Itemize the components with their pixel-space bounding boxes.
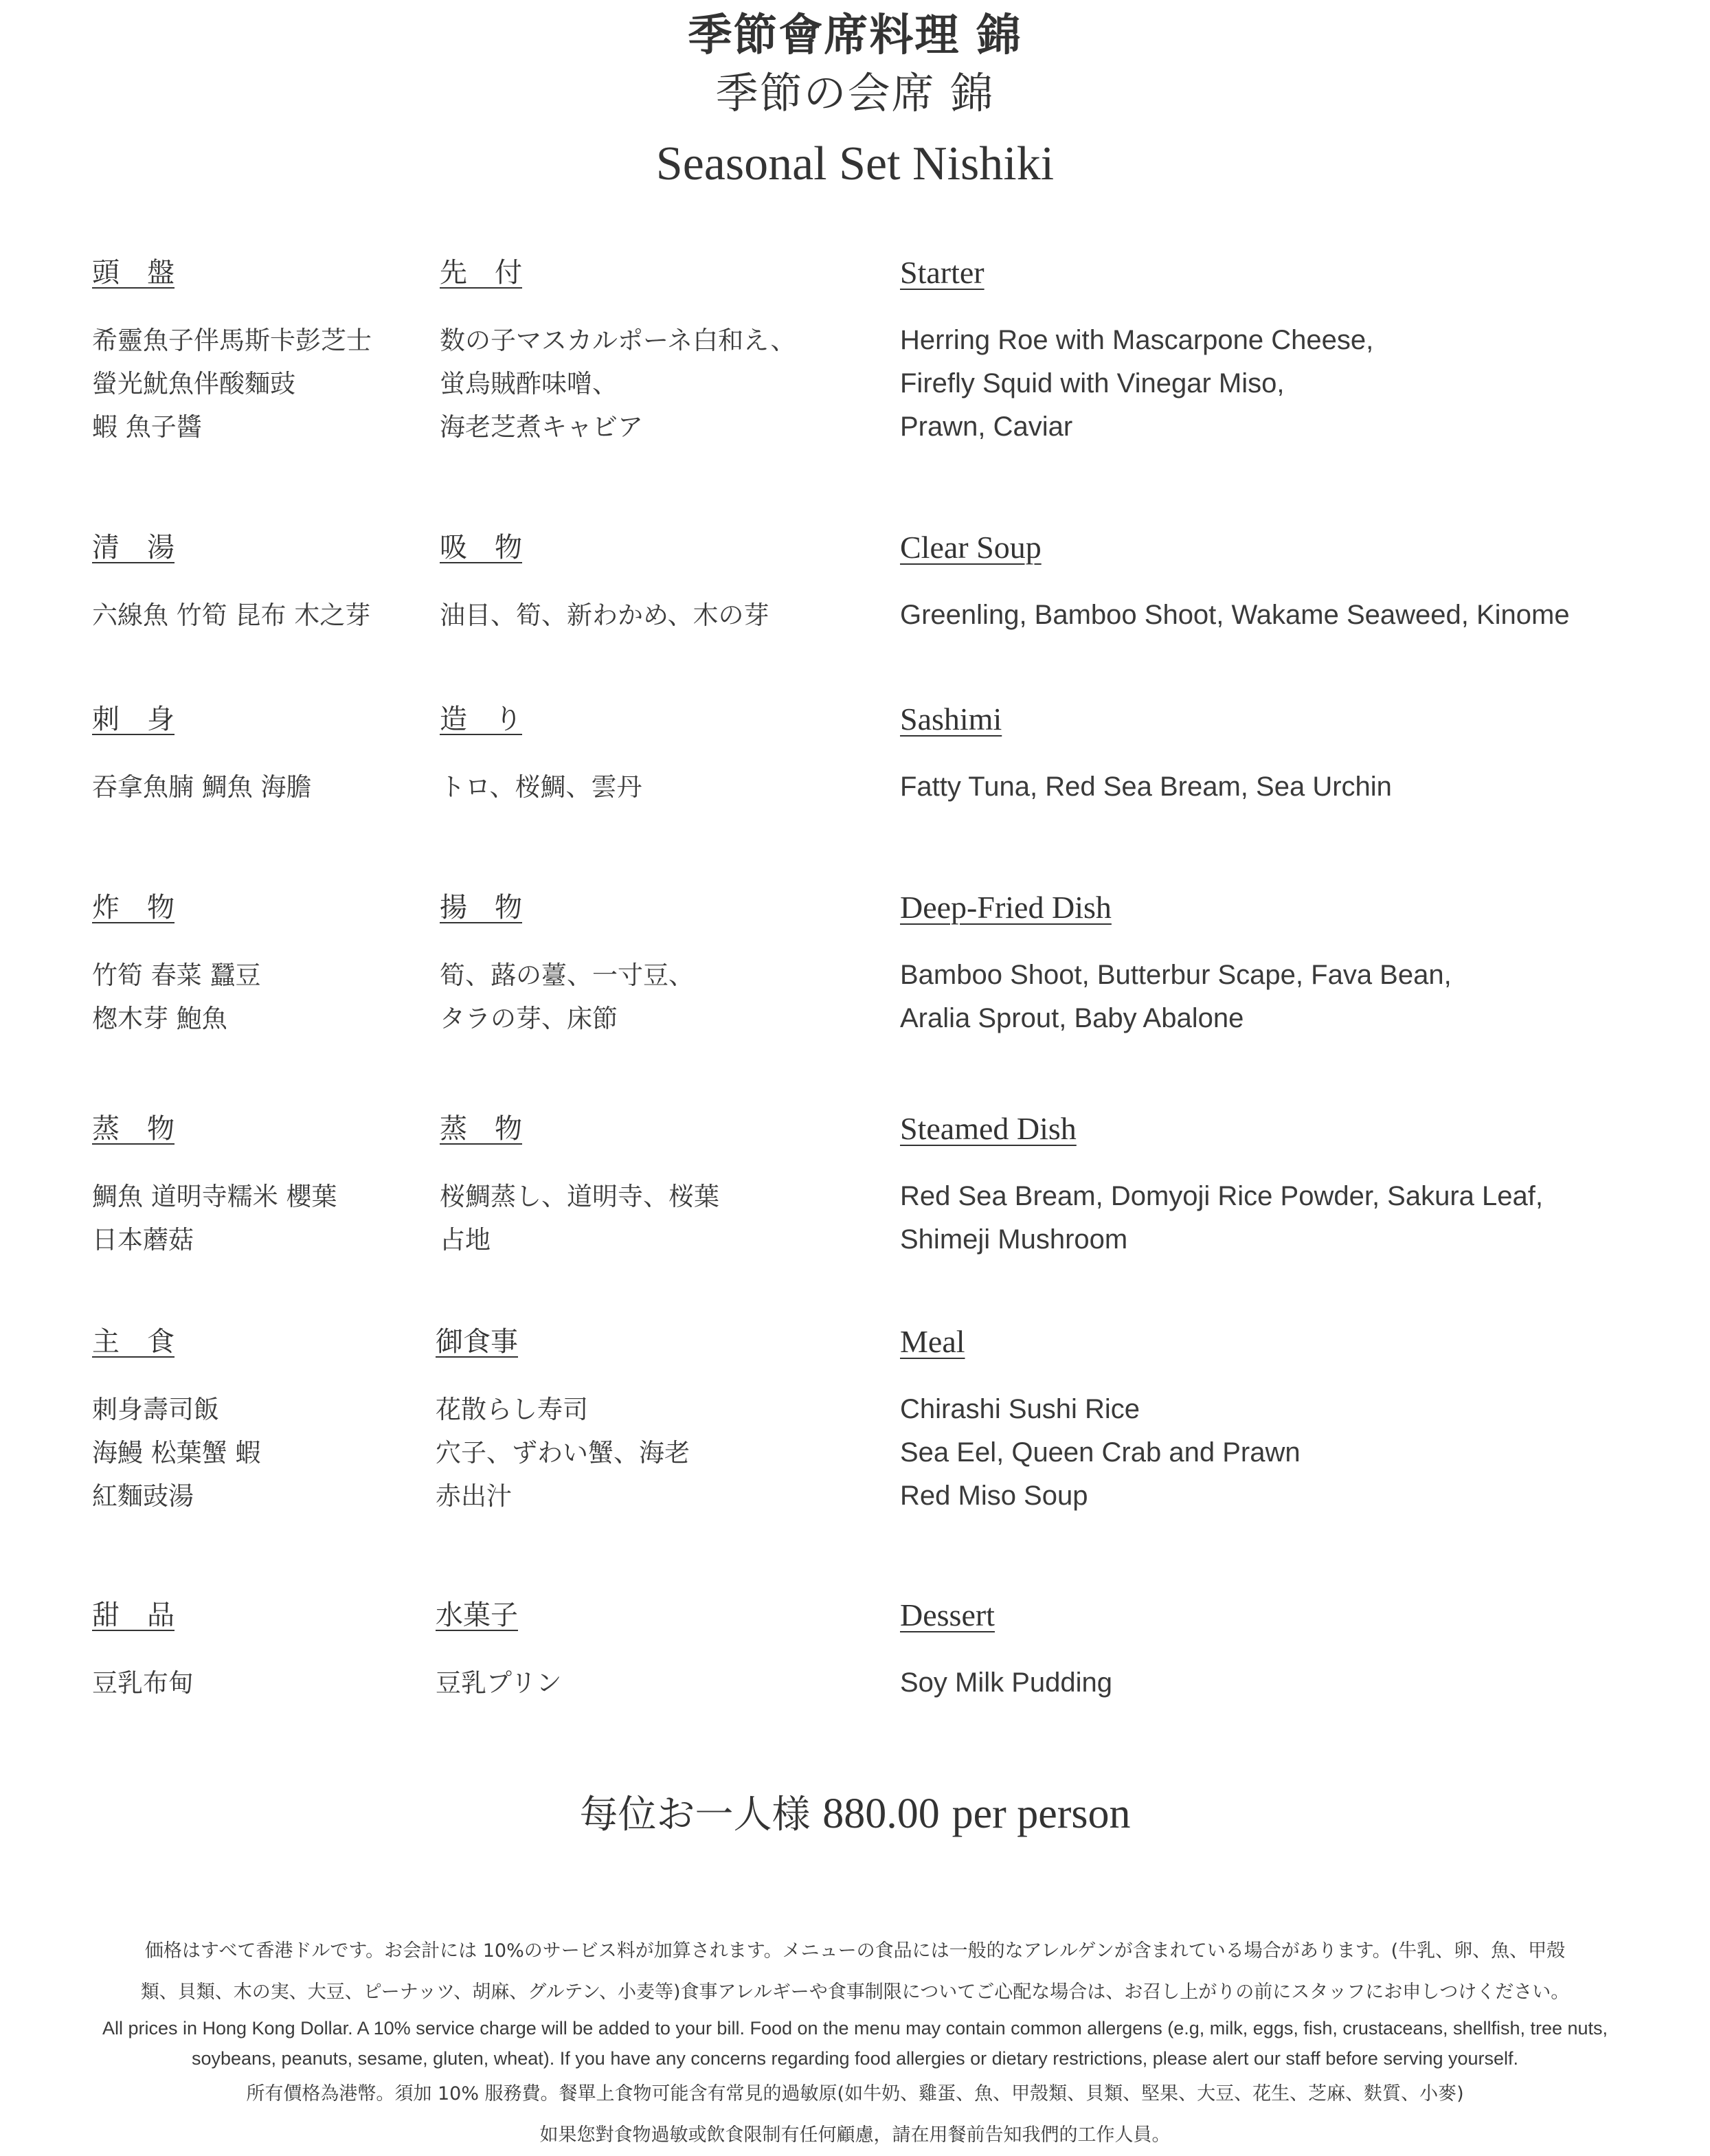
course-japanese-column: [440, 530, 893, 637]
dish-line: Greenling, Bamboo Shoot, Wakame Seaweed, Kinome: [900, 600, 1570, 630]
note-chinese-line-2: 如果您對食物過敏或飲食限制有任何顧慮，請在用餐前告知我們的工作人員。: [539, 2124, 1171, 2146]
dish-line: 穴子、ずわい蟹、海老: [436, 1438, 690, 1468]
course-heading-japanese: 先 付: [440, 257, 522, 289]
course-chinese-column: [92, 890, 422, 1040]
note-chinese-line-1: 所有價格為港幣。須加 10% 服務費。餐單上食物可能含有常見的過敏原(如牛奶、雞蛋、魚、甲殼類、貝類、堅果、大豆、花生、芝麻、麩質、小麥): [246, 2083, 1464, 2104]
dish-line: Red Sea Bream, Domyoji Rice Powder, Sakura Leaf,: [900, 1181, 1543, 1211]
course-heading-english: Deep-Fried Dish: [900, 890, 1112, 925]
dish-line: 海老芝煮キャビア: [440, 412, 643, 442]
dish-line: 花散らし寿司: [436, 1395, 588, 1424]
course-chinese-column: [92, 702, 422, 809]
course-japanese-column: [436, 1598, 889, 1705]
dish-line: Chirashi Sushi Rice: [900, 1394, 1140, 1424]
dish-line: Fatty Tuna, Red Sea Bream, Sea Urchin: [900, 772, 1392, 802]
dish-line: 希靈魚子伴馬斯卡彭芝士: [92, 326, 372, 355]
dish-line: Shimeji Mushroom: [900, 1224, 1128, 1255]
course-english-column: [900, 256, 1690, 449]
dish-line: Herring Roe with Mascarpone Cheese,: [900, 325, 1374, 355]
dish-line: 豆乳布甸: [92, 1668, 194, 1698]
course-english-column: [900, 1598, 1690, 1705]
course-heading-english: Meal: [900, 1324, 965, 1359]
course-english-column: [900, 530, 1690, 637]
menu-title-english: Seasonal Set Nishiki: [655, 137, 1055, 190]
dish-line: Firefly Squid with Vinegar Miso,: [900, 368, 1285, 398]
course-chinese-column: [92, 256, 422, 449]
dish-line: トロ、桜鯛、雲丹: [440, 772, 642, 802]
price-prefix: 每位お一人様: [579, 1793, 811, 1837]
dish-line: 刺身壽司飯: [92, 1395, 219, 1424]
course-chinese-column: [92, 1325, 422, 1518]
menu-title-japanese: 季節の会席 錦: [715, 68, 995, 118]
course-heading-japanese: 吸 物: [440, 532, 522, 563]
dish-line: 海鰻 松葉蟹 蝦: [92, 1438, 261, 1468]
dish-line: Soy Milk Pudding: [900, 1667, 1113, 1698]
course-heading-japanese: 揚 物: [440, 892, 522, 923]
course-heading-english: Dessert: [900, 1597, 995, 1632]
dish-line: 豆乳プリン: [436, 1668, 562, 1698]
course-heading-chinese: 頭 盤: [92, 257, 175, 289]
dish-line: 吞拿魚腩 鯛魚 海膽: [92, 772, 312, 802]
allergen-notes: [0, 1931, 1710, 2156]
course-heading-chinese: 刺 身: [92, 704, 175, 735]
dish-line: 竹筍 春菜 蠶豆: [92, 961, 261, 990]
course-heading-japanese: 水菓子: [436, 1599, 518, 1631]
course-chinese-column: [92, 1598, 422, 1705]
dish-line: 螢光魷魚伴酸麵豉: [92, 369, 295, 398]
course-heading-english: Steamed Dish: [900, 1111, 1077, 1146]
course-english-column: [900, 890, 1690, 1040]
course-english-column: [900, 1325, 1690, 1518]
dish-line: 赤出汁: [436, 1481, 512, 1511]
course-heading-english: Starter: [900, 255, 985, 290]
dish-line: Red Miso Soup: [900, 1481, 1088, 1511]
course-english-column: [900, 702, 1690, 809]
course-japanese-column: [436, 1325, 889, 1518]
course-japanese-column: [440, 256, 893, 449]
course-heading-chinese: 炸 物: [92, 892, 175, 923]
note-japanese-line-2: 類、貝類、木の実、大豆、ピーナッツ、胡麻、グルテン、小麦等)食事アレルギーや食事制限についてご心配な場合は、お召し上がりの前にスタッフにお申しつけください。: [140, 1981, 1570, 2003]
course-heading-japanese: 御食事: [436, 1326, 518, 1358]
note-english-line-2: soybeans, peanuts, sesame, gluten, wheat). If you have any concerns regarding food allergies or dietary restrictions, please alert our staff before serving yourself.: [191, 2048, 1519, 2069]
dish-line: 桜鯛蒸し、道明寺、桜葉: [440, 1182, 719, 1211]
course-heading-english: Clear Soup: [900, 530, 1042, 565]
course-chinese-column: [92, 530, 422, 637]
dish-line: 鯛魚 道明寺糯米 櫻葉: [92, 1182, 337, 1211]
dish-line: Bamboo Shoot, Butterbur Scape, Fava Bean,: [900, 960, 1452, 990]
course-chinese-column: [92, 1112, 422, 1261]
course-heading-english: Sashimi: [900, 701, 1002, 737]
course-heading-chinese: 主 食: [92, 1326, 175, 1358]
menu-title-chinese: 季節會席料理 錦: [688, 10, 1022, 61]
dish-line: Prawn, Caviar: [900, 412, 1073, 442]
course-heading-chinese: 清 湯: [92, 532, 175, 563]
set-price: [0, 1786, 1710, 1843]
dish-line: 数の子マスカルポーネ白和え、: [440, 326, 796, 355]
course-heading-chinese: 甜 品: [92, 1599, 175, 1631]
dish-line: 蛍烏賊酢味噌、: [440, 369, 618, 398]
dish-line: Aralia Sprout, Baby Abalone: [900, 1003, 1244, 1033]
price-suffix: per person: [952, 1790, 1131, 1837]
menu-title-block: [0, 7, 1710, 202]
dish-line: 油目、筍、新わかめ、木の芽: [440, 600, 769, 630]
dish-line: Sea Eel, Queen Crab and Prawn: [900, 1437, 1301, 1468]
course-japanese-column: [440, 702, 893, 809]
dish-line: 蝦 魚子醬: [92, 412, 202, 442]
dish-line: タラの芽、床節: [440, 1004, 618, 1033]
dish-line: 六線魚 竹筍 昆布 木之芽: [92, 600, 371, 630]
dish-line: 筍、蕗の薹、一寸豆、: [440, 961, 694, 990]
note-japanese-line-1: 価格はすべて香港ドルです。お会計には 10%のサービス料が加算されます。メニューの食品には一般的なアレルゲンが含まれている場合があります。(牛乳、卵、魚、甲殻: [144, 1940, 1566, 1962]
dish-line: 占地: [440, 1225, 491, 1255]
dish-line: 楤木芽 鮑魚: [92, 1004, 227, 1033]
course-japanese-column: [440, 890, 893, 1040]
price-amount: 880.00: [822, 1790, 940, 1837]
note-english-line-1: All prices in Hong Kong Dollar. A 10% service charge will be added to your bill. Food on the menu may contain common allergens (e.g, milk, eggs, fish, crustaceans, shellfish, tree nuts,: [102, 2018, 1608, 2039]
dish-line: 日本蘑菇: [92, 1225, 194, 1255]
course-heading-japanese: 造 り: [440, 704, 522, 735]
course-heading-japanese: 蒸 物: [440, 1113, 522, 1145]
course-japanese-column: [440, 1112, 893, 1261]
course-english-column: [900, 1112, 1690, 1261]
course-heading-chinese: 蒸 物: [92, 1113, 175, 1145]
dish-line: 紅麵豉湯: [92, 1481, 194, 1511]
